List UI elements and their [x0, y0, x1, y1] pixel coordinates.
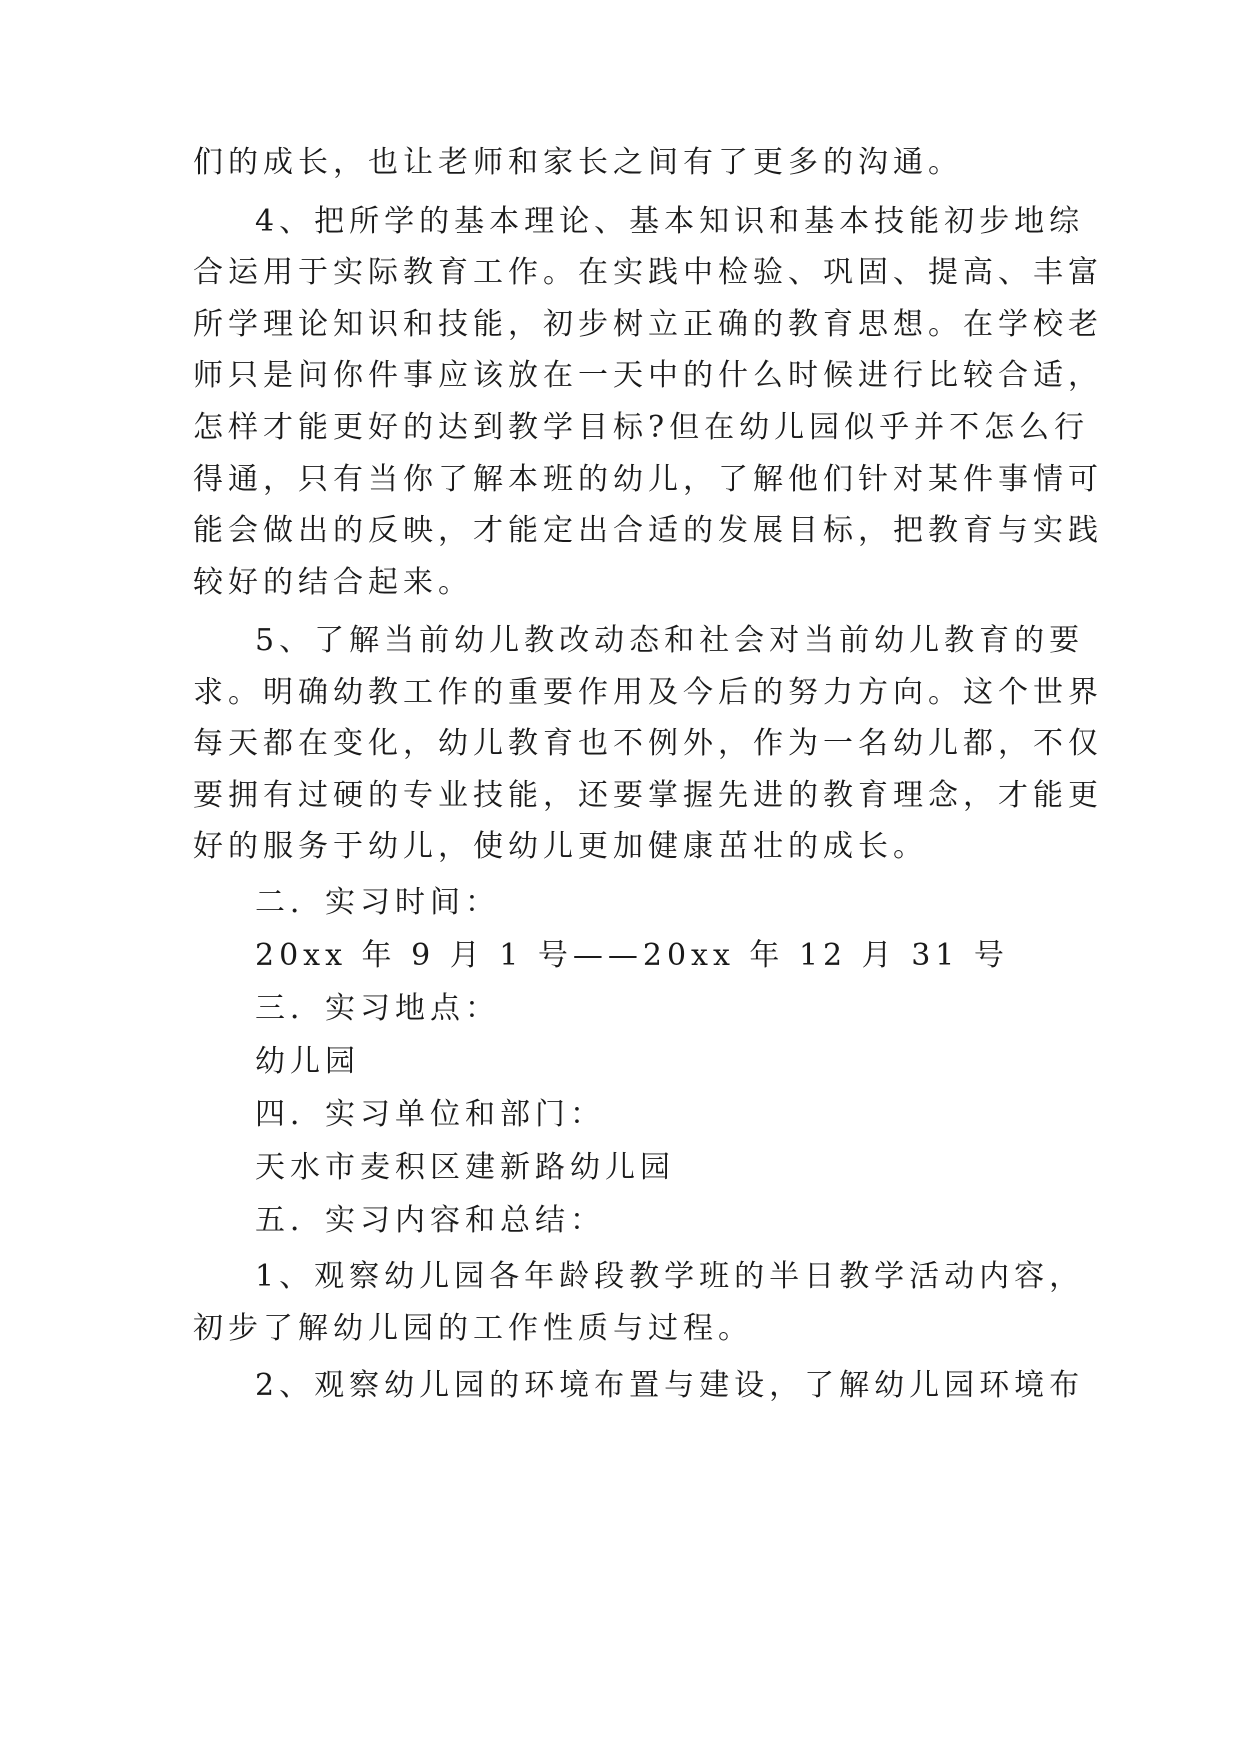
paragraph-line: 好的服务于幼儿，使幼儿更加健康茁壮的成长。 — [193, 829, 928, 864]
paragraph-line: 天水市麦积区建新路幼儿园 — [255, 1150, 675, 1185]
paragraph-line: 每天都在变化，幼儿教育也不例外，作为一名幼儿都，不仅 — [193, 726, 1103, 761]
paragraph-line: 1、观察幼儿园各年龄段教学班的半日教学活动内容， — [255, 1259, 1085, 1294]
section-heading: 二．实习时间： — [255, 885, 500, 920]
paragraph-line: 所学理论知识和技能，初步树立正确的教育思想。在学校老 — [193, 307, 1103, 342]
paragraph-line: 求。明确幼教工作的重要作用及今后的努力方向。这个世界 — [193, 675, 1103, 710]
paragraph-line: 初步了解幼儿园的工作性质与过程。 — [193, 1311, 753, 1346]
paragraph-line: 较好的结合起来。 — [193, 565, 473, 600]
section-heading: 五．实习内容和总结： — [255, 1203, 605, 1238]
section-heading: 四．实习单位和部门： — [255, 1097, 605, 1132]
paragraph-line: 要拥有过硬的专业技能，还要掌握先进的教育理念，才能更 — [193, 778, 1103, 813]
paragraph-line: 5、了解当前幼儿教改动态和社会对当前幼儿教育的要 — [255, 623, 1085, 658]
paragraph-line: 们的成长，也让老师和家长之间有了更多的沟通。 — [193, 145, 963, 180]
paragraph-line: 得通，只有当你了解本班的幼儿，了解他们针对某件事情可 — [193, 462, 1103, 497]
paragraph-line: 合运用于实际教育工作。在实践中检验、巩固、提高、丰富 — [193, 255, 1103, 290]
paragraph-line: 怎样才能更好的达到教学目标?但在幼儿园似乎并不怎么行 — [193, 410, 1090, 445]
paragraph-line: 师只是问你件事应该放在一天中的什么时候进行比较合适， — [193, 358, 1103, 393]
section-heading: 三．实习地点： — [255, 991, 500, 1026]
paragraph-line: 4、把所学的基本理论、基本知识和基本技能初步地综 — [255, 204, 1085, 239]
paragraph-line: 幼儿园 — [255, 1044, 360, 1079]
paragraph-line: 能会做出的反映，才能定出合适的发展目标，把教育与实践 — [193, 513, 1103, 548]
paragraph-line: 2、观察幼儿园的环境布置与建设，了解幼儿园环境布 — [255, 1368, 1085, 1403]
paragraph-line: 20xx 年 9 月 1 号——20xx 年 12 月 31 号 — [255, 938, 1009, 973]
